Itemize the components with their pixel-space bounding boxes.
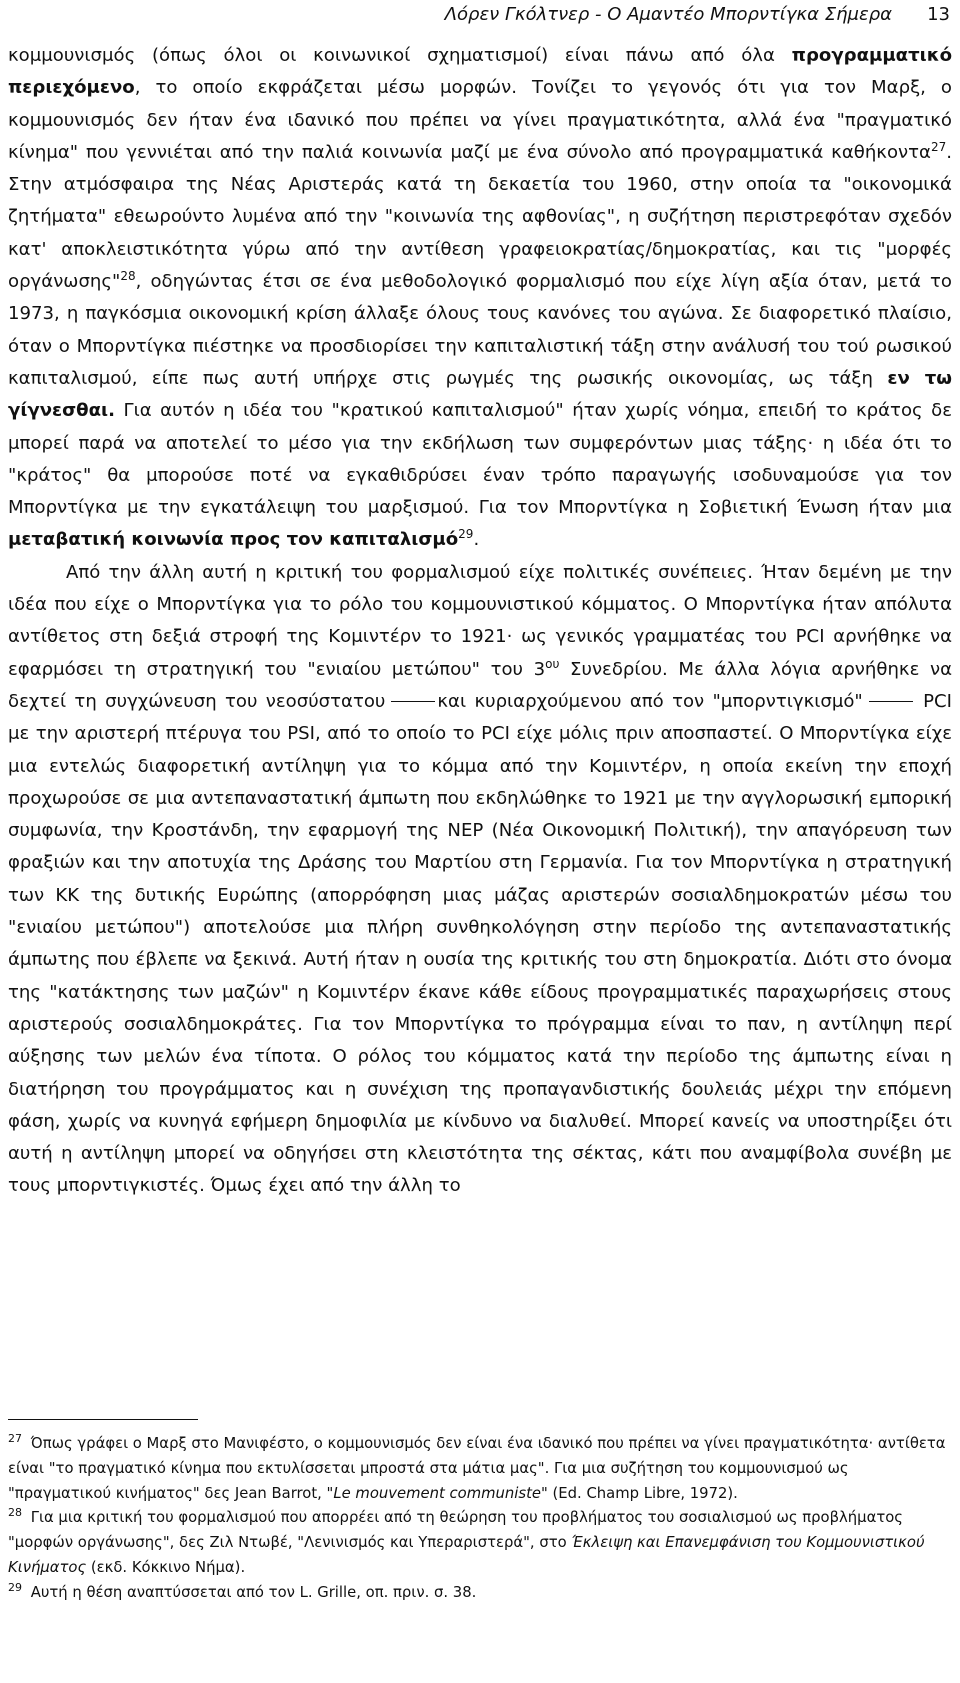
- text-span: .: [473, 529, 480, 551]
- text-span: , το οποίο εκφράζεται μέσω μορφών. Τονίζει το γεγονός ότι για τον Μαρξ, ο κομμουνισμός δεν ήταν ένα ιδανικό που πρέπει να γίνει πραγματικότητα, αλλά ένα "πραγματικό κίνημα" που γεννιέται από την παλιά κοινωνία μαζί με ένα σύνολο από προγραμματικά καθήκοντα: [8, 77, 952, 163]
- footnote-text: (εκδ. Κόκκινο Νήμα).: [86, 1558, 246, 1576]
- bold-phrase: εν τω γίγνεσθαι.: [8, 367, 953, 422]
- footnote-number: 27: [8, 1432, 22, 1446]
- running-header: Λόρεν Γκόλτνερ - Ο Αμαντέο Μπορντίγκα Σήμερα: [444, 4, 892, 25]
- body-text: [8, 40, 952, 1203]
- text-span: Από την άλλη αυτή η κριτική του φορμαλισμού είχε πολιτικές συνέπειες. Ήταν δεμένη με την ιδέα που είχε ο Μπορντίγκα για το ρόλο του κομμουνιστικού κόμματος. Ο Μπορντίγκα ήταν απόλυτα αντίθετος στη δεξιά στροφή της Κομιντέρν το 1921· ως γενικός γραμματέας του PCI αρνήθηκε να εφαρμόσει τη στρατηγική του "ενιαίου μετώπου" του 3: [8, 561, 952, 680]
- paragraph-1: [8, 40, 952, 557]
- footnote-ref-29[interactable]: 29: [458, 527, 474, 542]
- paragraph-2: [8, 557, 952, 1203]
- footnote-text: Για μια κριτική του φορμαλισμού που απορρέει από τη θεώρηση του προβλήματος του σοσιαλισμού ως προβλήματος "μορφών οργάνωσης", δες Ζιλ Ντωβέ, "Λενινισμός και Υπεραριστερά", στο: [8, 1509, 903, 1552]
- text-span: . Στην ατμόσφαιρα της Νέας Αριστεράς κατά τη δεκαετία του 1960, στην οποία τα "οικονομικά ζητήματα" εθεωρούντο λυμένα από την "κοινωνία της αφθονίας", η συζήτηση περιστρεφόταν σχεδόν κατ' αποκλειστικότητα γύρω από την αντίθεση γραφειοκρατίας/δημοκρατίας, και τις "μορφές οργάνωσης": [8, 141, 952, 293]
- footnote-italic: Le mouvement communiste: [333, 1484, 542, 1502]
- footnote-number: 29: [8, 1580, 22, 1594]
- footnote-text: Αυτή η θέση αναπτύσσεται από τον L. Grille, οπ. πριν. σ. 38.: [26, 1583, 477, 1601]
- footnote-text: Όπως γράφει ο Μαρξ στο Μανιφέστο, ο κομμουνισμός δεν είναι ένα ιδανικό που πρέπει να γίνει πραγματικότητα· αντίθετα είναι "το πραγματικό κίνημα που εκτυλίσσεται μπροστά στα μάτια μας". Για μια συζήτηση του κομμουνισμού ως "πραγματικού κινήματος" δες Jean Barrot, ": [8, 1435, 946, 1502]
- text-span: Για αυτόν η ιδέα του "κρατικού καπιταλισμού" ήταν χωρίς νόημα, επειδή το κράτος δε μπορεί παρά να αποτελεί το μέσο για την εκδήλωση των συμφερόντων μιας τάξης· η ιδέα ότι το "κράτος" θα μπορούσε ποτέ να εγκαθιδρύσει έναν τρόπο παραγωγής ισοδυναμούσε για τον Μπορντίγκα με την εγκατάλειψη του μαρξισμού. Για τον Μπορντίγκα η Σοβιετική Ένωση ήταν μια: [8, 400, 952, 519]
- footnote-number: 28: [8, 1506, 22, 1520]
- footnote-ref-27[interactable]: 27: [930, 139, 947, 154]
- text-span: κομμουνισμός (όπως όλοι οι κοινωνικοί σχηματισμοί) είναι πάνω από όλα: [8, 45, 792, 66]
- text-span: PCI με την αριστερή πτέρυγα του PSI, από το οποίο το PCI είχε μόλις πριν αποσπαστεί. Ο Μπορντίγκα είχε μια εντελώς διαφορετική αντίληψη για το κόμμα από την Κομιντέρν, η οποία εκείνη την εποχή προχωρούσε σε μια αντεπαναστατική άμπωτη που εκδηλώθηκε το 1921 με την αγγλορωσική εμπορική συμφωνία, την Κροστάνδη, την εφαρμογή της NEP (Νέα Οικονομική Πολιτική), την απαγόρευση των φραξιών και την αποτυχία της Δράσης του Μαρτίου στη Γερμανία. Για τον Μπορντίγκα η στρατηγική των ΚΚ της δυτικής Ευρώπης (απορρόφηση μιας μάζας αριστερών σοσιαλδημοκρατών μέσω του "ενιαίου μετώπου") αποτελούσε μια πλήρη συνθηκολόγηση στην περίοδο της αντεπαναστατικής άμπωτης που έβλεπε να ξεκινά. Αυτή ήταν η ουσία της κριτικής του στη δημοκρατία. Διότι στο όνομα της "κατάκτησης των μαζών" η Κομιντέρν έκανε κάθε είδους προγραμματικές παραχωρήσεις στους αριστερούς σοσιαλδημοκράτες. Για τον Μπορντίγκα το πρόγραμμα είναι το παν, η αντίληψη περί αύξησης των μελών ένα τίποτα. Ο ρόλος του κόμματος κατά την περίοδο της άμπωτης είναι η διατήρηση του προγράμματος και η συνέχιση της προπαγανδιστικής δουλειάς μέχρι την επόμενη φάση, χωρίς να κυνηγά εφήμερη δημοφιλία με κίνδυνο να διαλυθεί. Μπορεί κανείς να υποστηρίξει ότι αυτή η αντίληψη μπορεί να οδηγήσει στη κλειστότητα της σέκτας, κάτι που αναμφίβολα συνέβη με τους μπορντιγκιστές. Όμως έχει από την άλλη το: [8, 690, 952, 1197]
- footnote-27: [8, 1432, 952, 1506]
- text-span: , οδηγώντας έτσι σε ένα μεθοδολογικό φορμαλισμό που είχε λίγη αξία όταν, μετά το 1973, η παγκόσμια οικονομική κρίση άλλαξε όλους τους κανόνες του αγώνα. Σε διαφορετικό πλαίσιο, όταν ο Μπορντίγκα πιέστηκε να προσδιορίσει την καπιταλιστική τάξη στην ανάλυσή του τού ρωσικού καπιταλισμού, είπε πως αυτή υπήρχε στις ρωγμές της ρωσικής οικονομίας, ως τάξη: [8, 271, 952, 389]
- text-span: Συνεδρίου. Με άλλα λόγια αρνήθηκε να δεχτεί τη συγχώνευση του νεοσύστατου: [8, 658, 952, 712]
- text-span: και κυριαρχούμενου από τον "μπορντιγκισμό": [437, 690, 863, 712]
- footnote-italic: Έκλειψη και Επανεμφάνιση του Κομμουνιστικού Κινήματος: [8, 1534, 925, 1576]
- superscript-ordinal: ου: [545, 656, 560, 671]
- footnote-28: [8, 1506, 952, 1580]
- footnote-29: [8, 1581, 952, 1606]
- em-dash-line: [869, 701, 913, 702]
- footnote-separator: [8, 1419, 198, 1420]
- footnotes: [8, 1432, 952, 1606]
- bold-phrase: προγραμματικό περιεχόμενο: [8, 45, 952, 99]
- em-dash-line: [391, 701, 435, 702]
- page-number: 13: [927, 4, 950, 25]
- footnote-ref-28[interactable]: 28: [120, 269, 136, 284]
- bold-phrase: μεταβατική κοινωνία προς τον καπιταλισμό: [8, 529, 459, 551]
- footnote-text: " (Ed. Champ Libre, 1972).: [541, 1484, 738, 1502]
